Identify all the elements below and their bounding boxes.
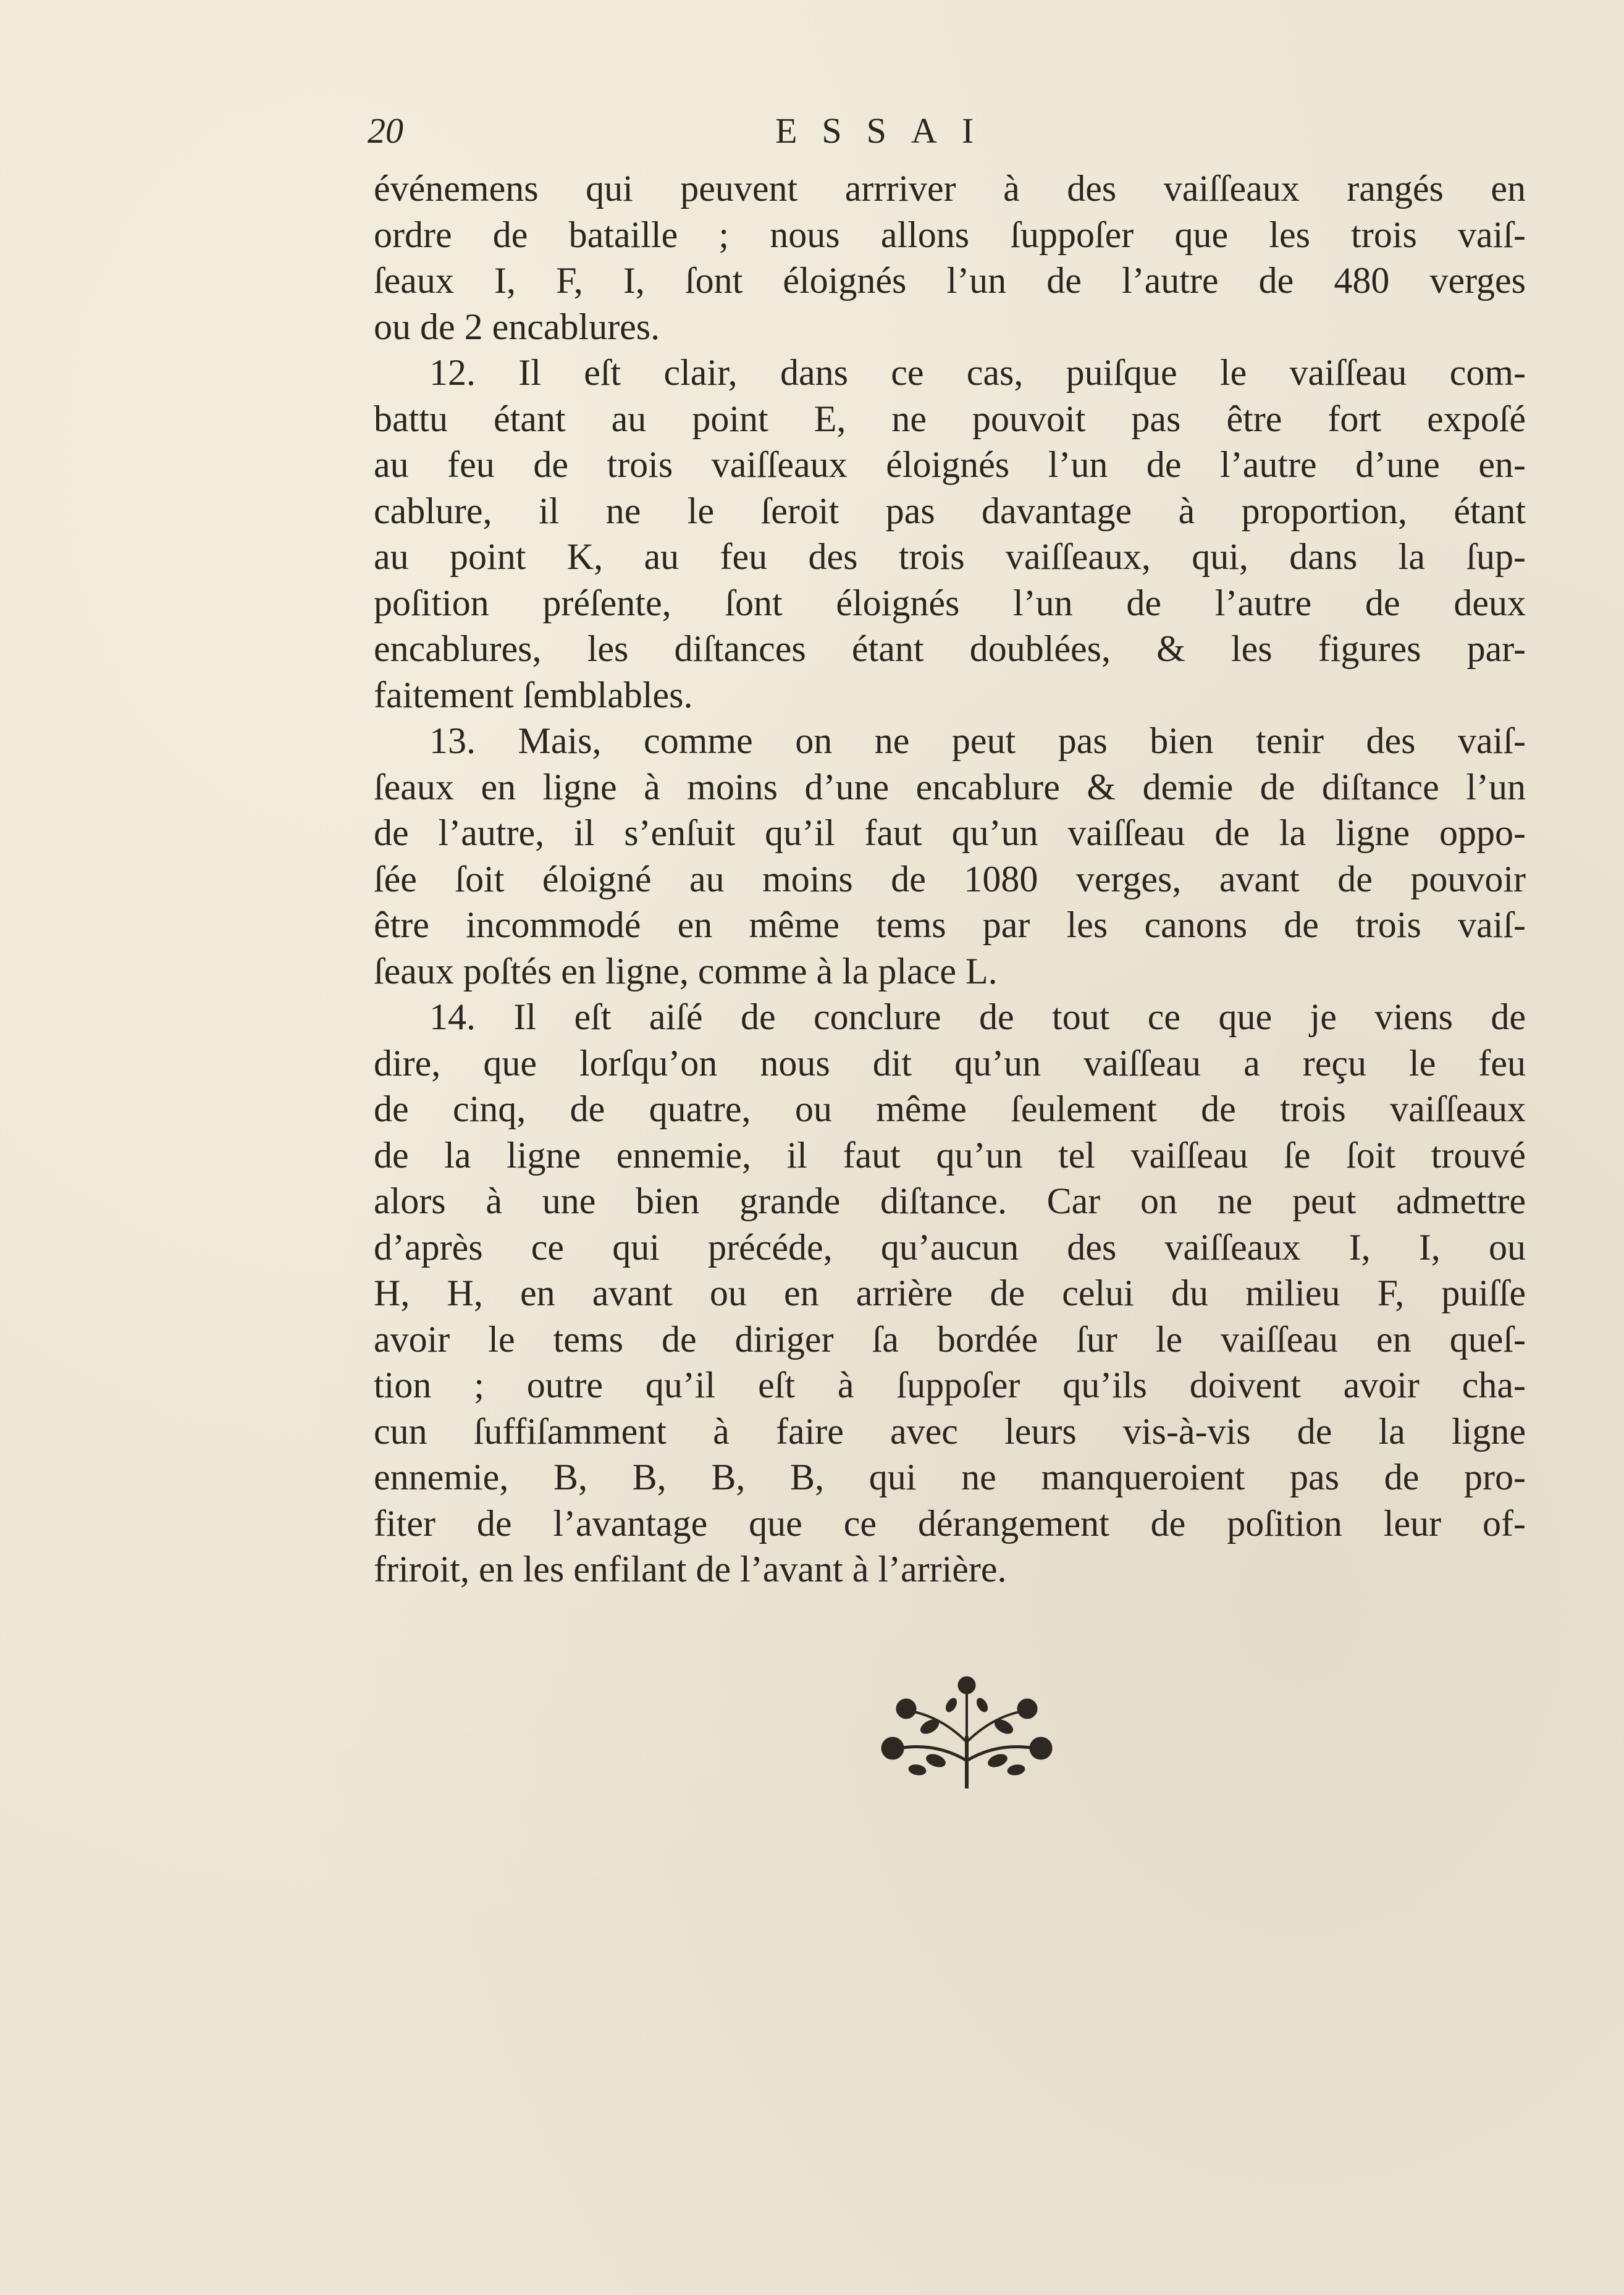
text-line: d’après ce qui précéde, qu’aucun des vaiſſeaux I, I, ou	[374, 1226, 1526, 1268]
text-line: événemens qui peuvent arrriver à des vaiſſeaux rangés en	[374, 168, 1526, 209]
text-line: encablures, les diſtances étant doublées, & les figures par-	[374, 628, 1526, 669]
text-line: avoir le tems de diriger ſa bordée ſur le vaiſſeau en queſ-	[374, 1318, 1526, 1360]
text-line: friroit, en les enfilant de l’avant à l’arrière.	[374, 1549, 1007, 1590]
paragraph-14-start: 14. Il eſt aiſé de conclure de tout ce que je viens de	[429, 996, 1526, 1037]
text-line: ſeaux poſtés en ligne, comme à la place L.	[374, 950, 998, 992]
text-line: H, H, en avant ou en arrière de celui du milieu F, puiſſe	[374, 1273, 1526, 1313]
text-line: au point K, au feu des trois vaiſſeaux, qui, dans la ſup-	[374, 536, 1526, 577]
text-line: ſeaux en ligne à moins d’une encablure & demie de diſtance l’un	[374, 766, 1526, 807]
text-line: cun ſuffiſamment à faire avec leurs vis-à-vis de la ligne	[374, 1410, 1526, 1452]
floral-vignette-icon	[868, 1668, 1066, 1792]
running-head: ESSAI	[775, 111, 999, 151]
text-line: de cinq, de quatre, ou même ſeulement de trois vaiſſeaux	[374, 1089, 1526, 1129]
text-line: être incommodé en même tems par les canons de trois vaiſ-	[374, 904, 1526, 945]
text-line: dire, que lorſqu’on nous dit qu’un vaiſſeau a reçu le feu	[374, 1042, 1526, 1084]
body-text	[374, 166, 1526, 1593]
text-line: ou de 2 encablures.	[374, 306, 660, 347]
text-line: tion ; outre qu’il eſt à ſuppoſer qu’ils doivent avoir cha-	[374, 1365, 1526, 1405]
page-header	[368, 110, 1529, 159]
paragraph-13-start: 13. Mais, comme on ne peut pas bien tenir des vaiſ-	[429, 720, 1526, 761]
text-line: faitement ſemblables.	[374, 674, 693, 715]
text-line: cablure, il ne le ſeroit pas davantage à proportion, étant	[374, 490, 1526, 531]
text-line: au feu de trois vaiſſeaux éloignés l’un de l’autre d’une en-	[374, 444, 1526, 485]
text-line: poſition préſente, ſont éloignés l’un de l’autre de deux	[374, 582, 1526, 623]
text-line: battu étant au point E, ne pouvoit pas être fort expoſé	[374, 398, 1526, 439]
page-number: 20	[368, 111, 403, 151]
text-line: de la ligne ennemie, il faut qu’un tel vaiſſeau ſe ſoit trouvé	[374, 1134, 1526, 1176]
text-line: ordre de bataille ; nous allons ſuppoſer que les trois vaiſ-	[374, 214, 1526, 255]
text-line: ſée ſoit éloigné au moins de 1080 verges, avant de pouvoir	[374, 858, 1526, 899]
paragraph-12-start: 12. Il eſt clair, dans ce cas, puiſque le vaiſſeau com-	[429, 352, 1526, 393]
text-line: ennemie, B, B, B, B, qui ne manqueroient pas de pro-	[374, 1457, 1526, 1497]
text-line: fiter de l’avantage que ce dérangement de poſition leur of-	[374, 1502, 1526, 1544]
text-line: de l’autre, il s’enſuit qu’il faut qu’un vaiſſeau de la ligne oppo-	[374, 812, 1526, 853]
text-line: ſeaux I, F, I, ſont éloignés l’un de l’autre de 480 verges	[374, 260, 1526, 301]
text-line: alors à une bien grande diſtance. Car on ne peut admettre	[374, 1181, 1526, 1221]
